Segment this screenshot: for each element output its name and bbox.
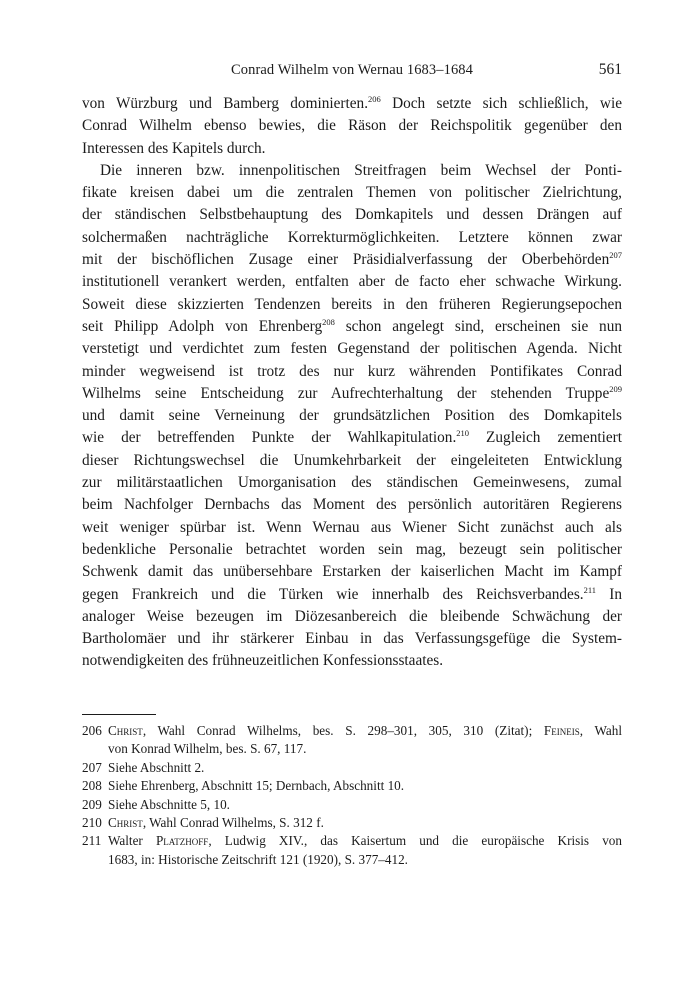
page-number: 561 (598, 61, 622, 78)
footnote (82, 722, 622, 759)
text-line (82, 450, 622, 472)
footnote-ref[interactable]: 206 (368, 94, 381, 104)
footnote-text: Walter (108, 833, 156, 849)
text-segment: Bartholomäer und ihr stärkerer Einbau in das Verfassungsgefüge die System- (82, 630, 622, 648)
footnote-text: Siehe Abschnitte 5, 10. (108, 796, 230, 812)
footnote (82, 796, 622, 814)
footnote-line (108, 796, 622, 814)
footnote-text: , Wahl (579, 723, 622, 738)
text-segment: Wilhelms seine Entscheidung zur Aufrechterhaltung der stehenden Truppe (82, 384, 610, 402)
footnote-number: 207 (82, 759, 102, 775)
text-segment: dieser Richtungswechsel die Unumkehrbarkeit der eingeleiteten Entwicklung (82, 451, 622, 469)
footnote-line (108, 740, 622, 758)
text-line (82, 584, 622, 606)
footnote-number: 209 (82, 796, 102, 812)
author-name: Feineis (543, 723, 580, 738)
text-line (82, 93, 622, 115)
text-segment: Interessen des Kapitels durch. (82, 139, 266, 157)
text-line (82, 405, 622, 427)
footnote-text: , Wahl Conrad Wilhelms, bes. S. 298–301, 305, 310 (Zitat); (142, 723, 544, 738)
footnote-text: , Ludwig XIV., das Kaisertum und die europäische Krisis von (208, 833, 622, 849)
footnote-number: 211 (82, 833, 102, 849)
text-segment: Conrad Wilhelm ebenso bewies, die Räson der Reichspolitik gegenüber den (82, 117, 622, 135)
text-line (82, 316, 622, 338)
text-segment: In (596, 585, 622, 603)
footnote-ref[interactable]: 211 (583, 584, 597, 595)
footnote-ref[interactable]: 209 (609, 383, 622, 394)
text-segment: seit Philipp Adolph von Ehrenberg (82, 317, 323, 335)
text-segment: Soweit diese skizzierten Tendenzen bereits in den früheren Regierungsepochen (82, 295, 622, 313)
footnotes (82, 722, 622, 869)
footnote (82, 759, 622, 777)
text-segment: minder wegweisend ist trotz des nur kurz währenden Pontifikates Conrad (82, 362, 622, 380)
text-segment: bedenkliche Personalie betrachtet worden sein mag, bezeugt sein politischer (82, 540, 622, 558)
text-segment: Schwenk damit das unübersehbare Erstarken der kaiserlichen Macht im Kampf (82, 563, 622, 581)
main-text (82, 93, 622, 673)
text-segment: Die inneren bzw. innenpolitischen Streitfragen beim Wechsel der Ponti- (100, 161, 622, 179)
author-name: Christ (108, 815, 143, 831)
running-title: Conrad Wilhelm von Wernau 1683–1684 (230, 62, 474, 78)
text-segment: zur militärstaatlichen Umorganisation des ständischen Gemeinwesens, zumal (82, 474, 622, 492)
footnote-line (108, 722, 622, 740)
text-segment: notwendigkeiten des frühneuzeitlichen Konfessionsstaates. (82, 652, 444, 670)
text-segment: weit weniger spürbar ist. Wenn Wernau aus Wiener Sicht zunächst auch als (82, 518, 622, 536)
text-line (82, 160, 622, 182)
text-segment: schon angelegt sind, erscheinen sie nun (334, 317, 622, 335)
footnote-line (108, 777, 622, 795)
text-line (82, 494, 622, 516)
text-line (82, 271, 622, 293)
text-line (82, 427, 622, 449)
text-line (82, 249, 622, 271)
text-line (82, 227, 622, 249)
footnote (82, 777, 622, 795)
text-segment: Zugleich zementiert (469, 429, 622, 447)
text-segment: Doch setzte sich schließlich, wie (380, 95, 622, 112)
text-line (82, 338, 622, 360)
footnote-line (108, 759, 622, 777)
footnote-ref[interactable]: 210 (456, 428, 470, 439)
text-segment: institutionell verankert werden, entfalten aber de facto eher schwache Wirkung. (82, 273, 622, 291)
footnote-text: von Konrad Wilhelm, bes. S. 67, 117. (108, 741, 307, 757)
text-line (82, 539, 622, 561)
footnote-text: 1683, in: Historische Zeitschrift 121 (1920), S. 377–412. (108, 851, 408, 867)
footnote-text: Siehe Abschnitt 2. (108, 759, 205, 775)
text-line (82, 628, 622, 650)
footnote (82, 814, 622, 832)
text-line (82, 138, 622, 160)
text-segment: verstetigt und verdichtet zum festen Gegenstand der politischen Agenda. Nicht (82, 340, 622, 358)
text-segment: mit der bischöflichen Zusage einer Präsidialverfassung der Oberbehörden (82, 251, 610, 269)
text-segment: analoger Weise bezeugen im Diözesanbereich die bleibende Schwächung der (82, 607, 622, 625)
footnote-line (108, 814, 622, 832)
text-line (82, 606, 622, 628)
footnote-number: 206 (82, 723, 102, 738)
text-segment: und damit seine Verneinung der grundsätzlichen Position des Domkapitels (82, 407, 622, 425)
text-segment: fikate kreisen dabei um die zentralen Themen von politischer Zielrichtung, (82, 184, 622, 202)
text-line (82, 561, 622, 583)
footnote-number: 210 (82, 815, 102, 831)
text-line (82, 204, 622, 226)
text-segment: von Würzburg und Bamberg dominierten. (82, 95, 369, 112)
text-segment: wie der betreffenden Punkte der Wahlkapitulation. (82, 429, 457, 447)
author-name: Platzhoff (155, 833, 209, 849)
text-line (82, 294, 622, 316)
footnote-text: Siehe Ehrenberg, Abschnitt 15; Dernbach, Abschnitt 10. (108, 778, 405, 794)
text-line (82, 650, 622, 672)
text-line (82, 472, 622, 494)
footnote-text: , Wahl Conrad Wilhelms, S. 312 f. (142, 815, 324, 831)
text-segment: der ständischen Selbstbehauptung des Domkapitels und dessen Drängen auf (82, 206, 622, 224)
text-line (82, 182, 622, 204)
text-segment: beim Nachfolger Dernbachs das Moment des persönlich autoritären Regierens (82, 496, 622, 514)
footnote-number: 208 (82, 778, 102, 794)
footnote-line (108, 832, 622, 850)
text-line (82, 361, 622, 383)
footnote-ref[interactable]: 207 (609, 250, 622, 261)
text-line (82, 517, 622, 539)
author-name: Christ (108, 723, 143, 738)
text-line (82, 115, 622, 137)
footnote-line (108, 851, 622, 869)
footnote-ref[interactable]: 208 (322, 316, 335, 327)
text-line (82, 383, 622, 405)
footnote-separator (82, 714, 156, 715)
text-segment: gegen Frankreich und die Türken wie innerhalb des Reichsverbandes. (82, 585, 584, 603)
running-header (82, 62, 622, 86)
footnote (82, 832, 622, 869)
text-segment: solchermaßen nachträgliche Korrekturmöglichkeiten. Letztere können zwar (82, 228, 622, 246)
